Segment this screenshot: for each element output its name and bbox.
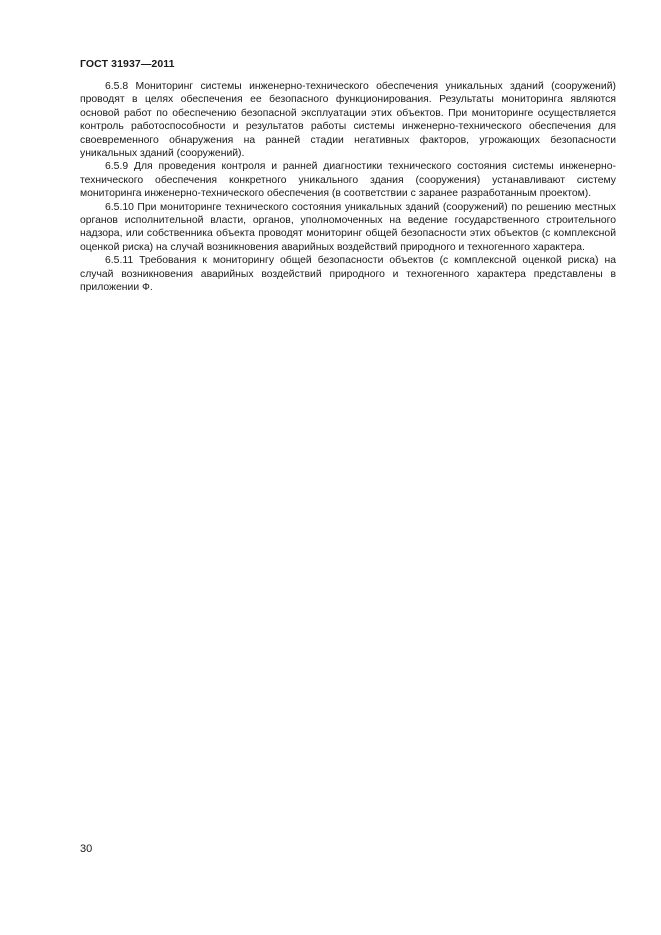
paragraph-6-5-10: 6.5.10 При мониторинге технического состояния уникальных зданий (сооружений) по решению местных органов исполнительной власти, органов, уполномоченных на ведение государственного строительного надзора, или собственника объекта проводят мониторинг общей безопасности этих объектов (с комплексной оценкой риска) на случай возникновения аварийных воздействий природного и техногенного характера.	[80, 201, 616, 253]
paragraph-6-5-9: 6.5.9 Для проведения контроля и ранней диагностики технического состояния системы инженерно-технического обеспечения конкретного уникального здания (сооружения) устанавливают систему мониторинга инженерно-технического обеспечения (в соответствии с заранее разработанным проектом).	[80, 161, 616, 200]
document-body	[80, 80, 616, 295]
page-number: 30	[80, 843, 93, 855]
paragraph-6-5-8: 6.5.8 Мониторинг системы инженерно-технического обеспечения уникальных зданий (сооружений) проводят в целях обеспечения ее безопасного функционирования. Результаты мониторинга являются основой работ по обеспечению безопасной эксплуатации этих объектов. При мониторинге осуществляется контроль работоспособности и результатов работы системы инженерно-технического обеспечения для своевременного обнаружения на ранней стадии негативных факторов, угрожающих безопасности уникальных зданий (сооружений).	[80, 81, 616, 160]
paragraph-6-5-11: 6.5.11 Требования к мониторингу общей безопасности объектов (с комплексной оценкой риска) на случай возникновения аварийных воздействий природного и техногенного характера представлены в приложении Ф.	[80, 255, 616, 294]
document-header-code: ГОСТ 31937—2011	[80, 58, 175, 70]
